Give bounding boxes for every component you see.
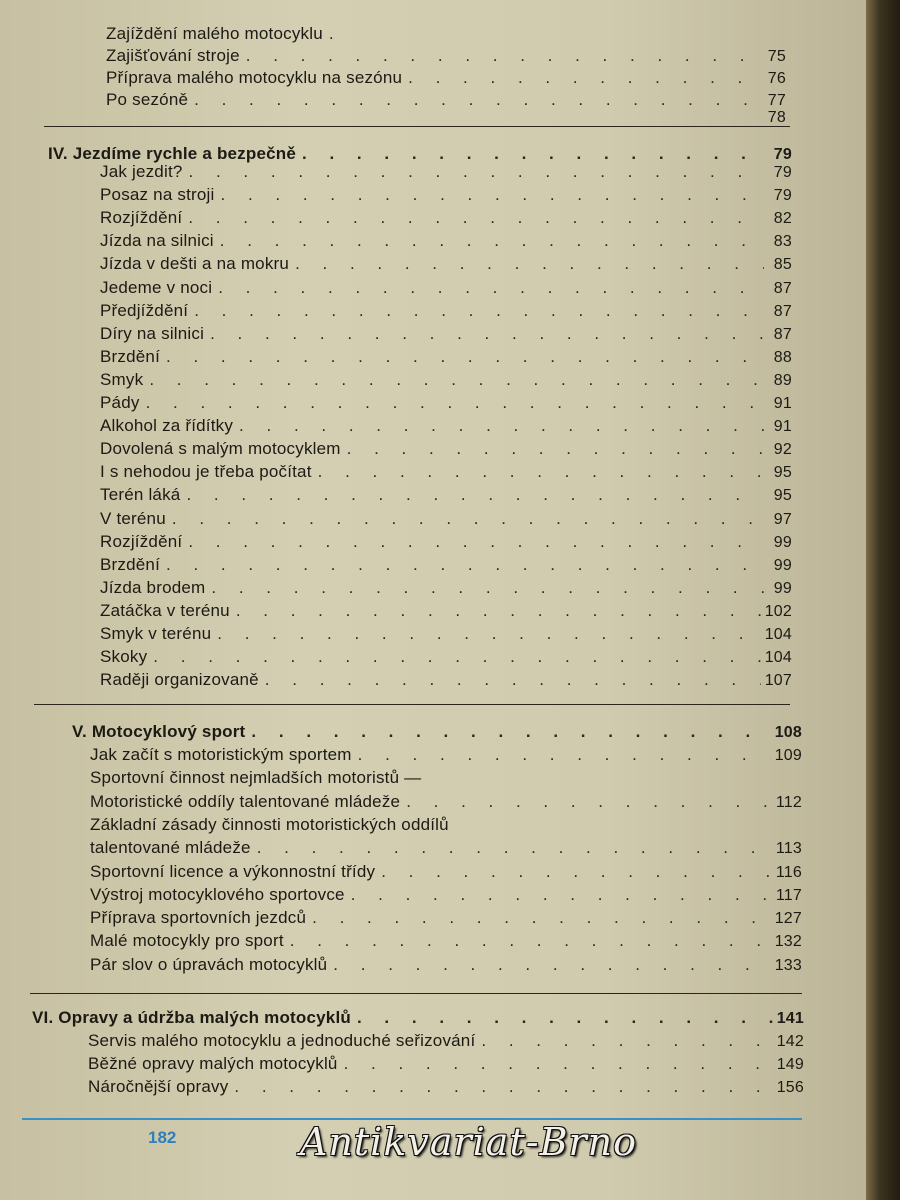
toc-entry bbox=[100, 437, 792, 461]
toc-entry bbox=[100, 460, 792, 484]
toc-entry-page: 116 bbox=[775, 863, 802, 881]
toc-entry-title: Malé motocykly pro sport bbox=[90, 931, 284, 951]
toc-entry bbox=[90, 790, 802, 814]
toc-entry-page: 113 bbox=[775, 840, 802, 858]
toc-entry-page: 104 bbox=[764, 649, 792, 667]
toc-entry bbox=[90, 743, 802, 767]
toc-entry-page: 76 bbox=[767, 70, 786, 87]
toc-entry-title: Skoky bbox=[100, 647, 148, 667]
toc-entry-title: Alkohol za řídítky bbox=[100, 416, 234, 436]
toc-entry-title: Zatáčka v terénu bbox=[100, 600, 230, 620]
toc-entry-page: 99 bbox=[773, 533, 792, 551]
toc-entry bbox=[90, 836, 802, 860]
toc-entry bbox=[90, 860, 802, 884]
toc-entry-page: 79 bbox=[773, 187, 792, 205]
toc-entry-title: Terén láká bbox=[100, 485, 181, 505]
toc-heading-title: V. Motocyklový sport bbox=[72, 722, 246, 741]
toc-entry-title: Zajišťování stroje bbox=[106, 46, 240, 65]
toc-entry-title: V terénu bbox=[100, 508, 166, 528]
leader-dots bbox=[210, 322, 764, 346]
toc-entry bbox=[100, 183, 792, 207]
toc-entry-page: 112 bbox=[775, 793, 802, 811]
toc-heading-vi bbox=[32, 1006, 804, 1030]
toc-entry-page: 87 bbox=[773, 279, 792, 297]
toc-entry bbox=[100, 483, 792, 507]
leader-dots bbox=[290, 929, 771, 953]
leader-dots bbox=[188, 530, 764, 554]
toc-entry-page: 89 bbox=[773, 371, 792, 389]
toc-entry-title: Smyk bbox=[100, 369, 144, 389]
toc-entry bbox=[106, 22, 366, 46]
leader-dots bbox=[344, 1052, 773, 1076]
toc-entry bbox=[100, 276, 792, 300]
toc-entry-page: 142 bbox=[776, 1033, 804, 1050]
toc-entry-page: 127 bbox=[774, 910, 802, 928]
toc-entry-title: Jedeme v noci bbox=[100, 277, 213, 297]
toc-entry bbox=[100, 645, 792, 669]
toc-entry bbox=[90, 813, 802, 837]
toc-entry-title: Předjíždění bbox=[100, 300, 189, 320]
toc-entry-page: 79 bbox=[773, 164, 792, 181]
toc-entry-title: Příprava sportovních jezdců bbox=[90, 908, 307, 928]
toc-entry-page: 99 bbox=[773, 579, 792, 597]
leader-dots bbox=[265, 668, 761, 692]
toc-entry-title: Posaz na stroji bbox=[100, 185, 215, 205]
toc-entry bbox=[100, 368, 792, 392]
leader-dots bbox=[166, 345, 764, 369]
toc-entry-page: 92 bbox=[773, 441, 792, 459]
leader-dots bbox=[234, 1075, 772, 1099]
toc-entry-title: Dovolená s malým motocyklem bbox=[100, 439, 341, 459]
toc-entry-page: 87 bbox=[773, 302, 792, 320]
leader-dots bbox=[221, 183, 765, 207]
toc-entry-page: 102 bbox=[764, 602, 792, 620]
toc-entry-title: Motoristické oddíly talentované mládeže bbox=[90, 791, 401, 811]
toc-entry-page: 91 bbox=[773, 418, 792, 436]
page-number: 182 bbox=[148, 1128, 177, 1147]
leader-dots bbox=[220, 229, 764, 253]
toc-entry bbox=[100, 160, 792, 184]
toc-entry-title: Jízda brodem bbox=[100, 577, 206, 597]
toc-entry-page: 107 bbox=[764, 672, 792, 690]
toc-entry-title: Jak začít s motoristickým sportem bbox=[90, 745, 352, 764]
toc-entry bbox=[100, 229, 792, 253]
toc-entry bbox=[100, 322, 792, 346]
toc-entry bbox=[88, 1029, 804, 1053]
toc-entry-title: Pár slov o úpravách motocyklů bbox=[90, 954, 328, 974]
watermark-text: Antikvariat-Brno bbox=[300, 1120, 638, 1164]
leader-dots bbox=[189, 160, 764, 184]
toc-entry-page: 156 bbox=[776, 1079, 804, 1096]
toc-entry-title: Díry na silnici bbox=[100, 323, 205, 343]
toc-entry-page: 95 bbox=[773, 487, 792, 505]
leader-dots bbox=[218, 276, 764, 300]
leader-dots bbox=[186, 483, 764, 507]
leader-dots bbox=[166, 553, 764, 577]
leader-dots bbox=[351, 883, 772, 907]
toc-entry-title: Raději organizovaně bbox=[100, 670, 259, 690]
toc-entry-page: 77 bbox=[767, 92, 786, 109]
book-binding bbox=[866, 0, 900, 1200]
toc-entry-title: Brzdění bbox=[100, 346, 160, 366]
toc-entry-page: 87 bbox=[773, 325, 792, 343]
toc-entry-title: I s nehodou je třeba počítat bbox=[100, 462, 312, 482]
toc-entry bbox=[100, 576, 792, 600]
toc-entry bbox=[100, 622, 792, 646]
toc-entry bbox=[100, 507, 792, 531]
toc-heading-v bbox=[72, 720, 802, 744]
toc-entry-title: Jízda v dešti a na mokru bbox=[100, 254, 290, 274]
toc-entry-title: Pády bbox=[100, 393, 140, 412]
toc-entry-title: Servis malého motocyklu a jednoduché seřizování bbox=[88, 1031, 476, 1050]
leader-dots bbox=[188, 206, 764, 230]
toc-entry-page: 117 bbox=[775, 886, 802, 904]
toc-heading-page: 141 bbox=[776, 1010, 804, 1027]
leader-dots bbox=[357, 1006, 773, 1030]
leader-dots bbox=[194, 88, 758, 112]
toc-entry bbox=[100, 668, 792, 692]
toc-entry-title: Rozjíždění bbox=[100, 531, 183, 551]
toc-entry bbox=[100, 599, 792, 623]
toc-entry-page: 78 bbox=[767, 109, 786, 126]
toc-entry-title: Jízda na silnici bbox=[100, 231, 214, 251]
leader-dots bbox=[347, 437, 764, 461]
toc-heading-title: VI. Opravy a údržba malých motocyklů bbox=[32, 1008, 351, 1027]
toc-entry-title: Výstroj motocyklového sportovce bbox=[90, 884, 345, 904]
toc-heading-page: 108 bbox=[774, 724, 802, 741]
leader-dots bbox=[146, 391, 764, 415]
leader-dots bbox=[251, 720, 770, 744]
toc-entry bbox=[90, 766, 802, 790]
toc-entry-page: 133 bbox=[774, 956, 802, 974]
toc-entry bbox=[100, 206, 792, 230]
toc-entry-page: 85 bbox=[773, 256, 792, 274]
toc-entry-title: Základní zásady činnosti motoristických oddílů bbox=[90, 814, 449, 834]
toc-entry bbox=[100, 391, 792, 415]
leader-dots bbox=[246, 44, 758, 68]
toc-entry-title: Náročnější opravy bbox=[88, 1077, 229, 1096]
leader-dots bbox=[149, 368, 764, 392]
toc-entry bbox=[100, 530, 792, 554]
leader-dots bbox=[153, 645, 760, 669]
leader-dots bbox=[381, 860, 772, 884]
toc-entry-page: 149 bbox=[776, 1056, 804, 1073]
leader-dots bbox=[239, 414, 764, 438]
leader-dots bbox=[329, 22, 338, 46]
toc-entry bbox=[100, 252, 792, 276]
toc-entry-page: 99 bbox=[773, 556, 792, 574]
toc-entry bbox=[88, 1052, 804, 1076]
section-divider bbox=[44, 126, 790, 127]
toc-entry bbox=[88, 1075, 804, 1099]
toc-entry bbox=[100, 553, 792, 577]
toc-entry-title: Sportovní licence a výkonnostní třídy bbox=[90, 861, 376, 881]
toc-entry-page: 132 bbox=[774, 933, 802, 951]
leader-dots bbox=[172, 507, 764, 531]
toc-heading-page: 79 bbox=[773, 146, 792, 163]
toc-entry-page: 97 bbox=[773, 510, 792, 528]
toc-entry bbox=[90, 883, 802, 907]
leader-dots bbox=[333, 953, 770, 977]
toc-entry-page: 82 bbox=[773, 210, 792, 228]
section-divider bbox=[34, 704, 790, 705]
toc-entry-page: 88 bbox=[773, 348, 792, 366]
toc-entry-page: 75 bbox=[767, 48, 786, 65]
leader-dots bbox=[295, 252, 764, 276]
leader-dots bbox=[408, 66, 758, 90]
toc-heading-title: IV. Jezdíme rychle a bezpečně bbox=[48, 144, 297, 163]
toc-entry-title: Smyk v terénu bbox=[100, 624, 212, 643]
leader-dots bbox=[236, 599, 761, 623]
toc-entry-page: 91 bbox=[773, 395, 792, 412]
toc-entry bbox=[106, 66, 786, 90]
leader-dots bbox=[481, 1029, 772, 1053]
toc-entry-page: 83 bbox=[773, 233, 792, 251]
toc-entry bbox=[106, 44, 786, 68]
toc-entry-title: Jak jezdit? bbox=[100, 162, 183, 181]
toc-entry bbox=[90, 906, 802, 930]
toc-entry-title: Sportovní činnost nejmladších motoristů — bbox=[90, 768, 422, 788]
toc-entry-title: Příprava malého motocyklu na sezónu bbox=[106, 68, 403, 87]
toc-entry-page: 104 bbox=[764, 626, 792, 643]
leader-dots bbox=[257, 836, 772, 860]
leader-dots bbox=[358, 743, 771, 767]
toc-entry-title: Po sezóně bbox=[106, 90, 189, 109]
toc-entry-title: talentované mládeže bbox=[90, 838, 251, 858]
section-divider bbox=[30, 993, 802, 994]
leader-dots bbox=[217, 622, 760, 646]
toc-entry-title: Zajíždění malého motocyklu bbox=[106, 24, 323, 43]
leader-dots bbox=[312, 906, 771, 930]
toc-entry-title: Běžné opravy malých motocyklů bbox=[88, 1054, 338, 1073]
toc-entry-title: Brzdění bbox=[100, 554, 160, 574]
toc-entry bbox=[100, 345, 792, 369]
toc-entry bbox=[90, 953, 802, 977]
toc-entry bbox=[90, 929, 802, 953]
leader-dots bbox=[194, 299, 764, 323]
toc-entry bbox=[100, 299, 792, 323]
toc-entry bbox=[100, 414, 792, 438]
leader-dots bbox=[406, 790, 772, 814]
leader-dots bbox=[318, 460, 764, 484]
toc-entry-title: Rozjíždění bbox=[100, 208, 183, 228]
toc-entry-page: 109 bbox=[774, 747, 802, 764]
toc-entry-page: 95 bbox=[773, 464, 792, 482]
leader-dots bbox=[211, 576, 764, 600]
toc-entry bbox=[106, 88, 786, 112]
